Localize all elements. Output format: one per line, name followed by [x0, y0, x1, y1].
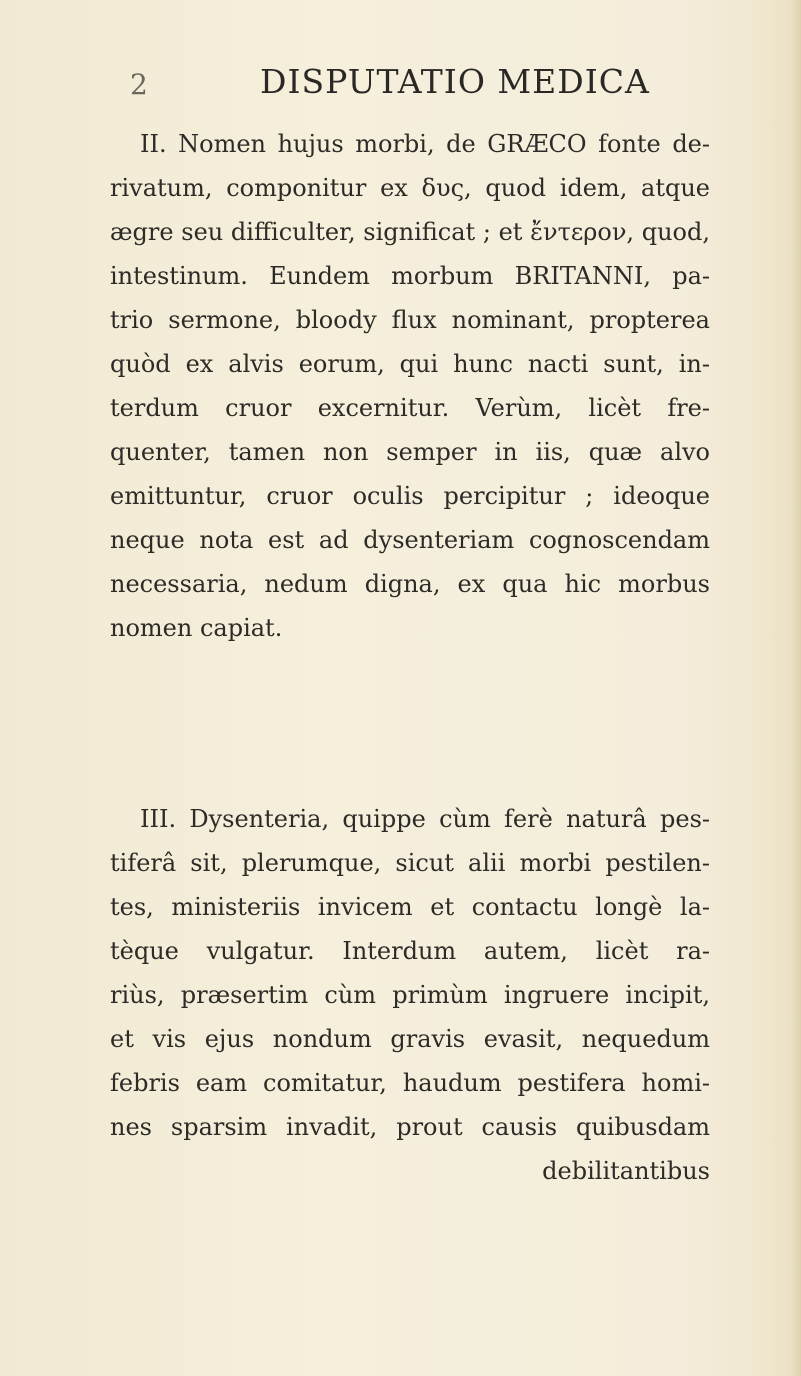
text-line: riùs, præsertim cùm primùm ingruere incipit, [110, 981, 710, 1009]
text-line: nomen capiat. [110, 614, 283, 642]
text-line: II. Nomen hujus morbi, de GRÆCO fonte de- [140, 130, 710, 158]
text-line: tes, ministeriis invicem et contactu longè la- [110, 893, 710, 921]
paragraph-section-ii [110, 122, 710, 650]
running-head [0, 58, 801, 102]
text-line: necessaria, nedum digna, ex qua hic morbus [110, 570, 710, 598]
paragraph-section-iii [110, 797, 710, 1193]
text-line: nes sparsim invadit, prout causis quibusdam [110, 1113, 710, 1141]
text-line: neque nota est ad dysenteriam cognoscendam [110, 526, 710, 554]
text-line: tiferâ sit, plerumque, sicut alii morbi pestilen- [110, 849, 710, 877]
page-edge [791, 0, 801, 1376]
text-line: trio sermone, bloody flux nominant, propterea [110, 306, 710, 334]
text-line: quenter, tamen non semper in iis, quæ alvo [110, 438, 710, 466]
text-line: quòd ex alvis eorum, qui hunc nacti sunt, in- [110, 350, 710, 378]
text-line: febris eam comitatur, haudum pestifera homi- [110, 1069, 710, 1097]
text-line: emittuntur, cruor oculis percipitur ; ideoque [110, 482, 710, 510]
text-line: III. Dysenteria, quippe cùm ferè naturâ pes- [140, 805, 710, 833]
text-line: intestinum. Eundem morbum BRITANNI, pa- [110, 262, 710, 290]
page-number: 2 [130, 68, 148, 101]
text-line: tèque vulgatur. Interdum autem, licèt ra- [110, 937, 710, 965]
running-title: DISPUTATIO MEDICA [260, 62, 650, 101]
text-line: terdum cruor excernitur. Verùm, licèt fre- [110, 394, 710, 422]
text-line: et vis ejus nondum gravis evasit, nequedum [110, 1025, 710, 1053]
text-line: ægre seu difficulter, significat ; et ἔντερον, quod, [110, 218, 710, 246]
text-line: rivatum, componitur ex δυς, quod idem, atque [110, 174, 710, 202]
catchword: debilitantibus [542, 1157, 710, 1185]
